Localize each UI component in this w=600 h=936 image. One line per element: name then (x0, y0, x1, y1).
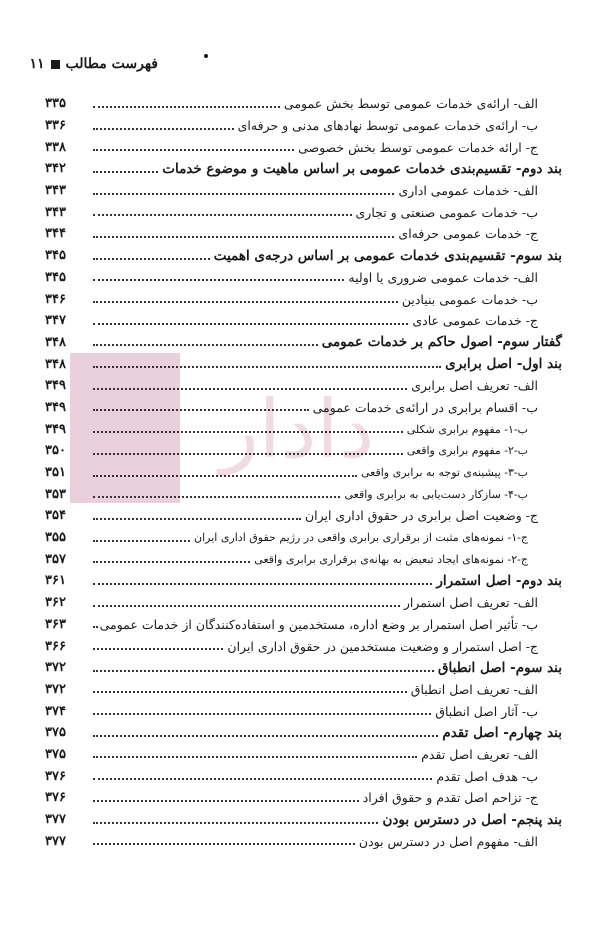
dot-leader (93, 453, 403, 455)
toc-entry[interactable] (45, 722, 562, 744)
toc-entry-page: ۳۳۶ (45, 118, 66, 134)
dot-leader (93, 388, 407, 390)
toc-entry[interactable] (45, 505, 562, 527)
toc-entry[interactable] (45, 787, 562, 809)
dot-leader (93, 583, 432, 585)
toc-entry-title: بند سوم- اصل انطباق (438, 659, 562, 676)
toc-entry-page: ۳۵۰ (45, 443, 66, 459)
dot-leader (93, 149, 294, 151)
toc-entry-title: بند چهارم- اصل تقدم (442, 724, 562, 741)
dot-leader (93, 822, 378, 824)
toc-entry[interactable] (45, 462, 562, 484)
toc-entry-page: ۳۴۷ (45, 313, 66, 329)
dot-leader (93, 171, 158, 173)
running-header (29, 56, 158, 72)
toc-entry-title: الف- خدمات عمومی ضروری یا اولیه (348, 269, 538, 285)
toc-entry[interactable] (45, 115, 562, 137)
dot-leader (93, 670, 434, 672)
toc-entry-page: ۳۷۴ (45, 703, 66, 719)
toc-entry-title: ب- ارائه‌ی خدمات عمومی توسط نهادهای مدنی و حرفه‌ای (237, 118, 538, 134)
toc-entry-title: ب- تأثیر اصل استمرار بر وضع اداره، مستخدمین و استفاده‌کنندگان از خدمات عمومی (99, 616, 538, 632)
toc-entry-page: ۳۴۶ (45, 291, 66, 307)
toc-entry-page: ۳۴۲ (45, 161, 66, 177)
dot-leader (93, 128, 234, 130)
dot-leader (93, 518, 301, 520)
toc-entry-page: ۳۶۳ (45, 616, 66, 632)
dot-leader (93, 323, 408, 325)
toc-entry-title: الف- تعریف اصل تقدم (421, 746, 538, 762)
dot-leader (93, 540, 190, 542)
dot-leader (93, 409, 309, 411)
toc-entry[interactable] (45, 635, 562, 657)
page-header (29, 56, 560, 82)
toc-entry[interactable] (45, 592, 562, 614)
toc-entry[interactable] (45, 440, 562, 462)
toc-entry-page: ۳۵۱ (45, 465, 66, 481)
dot-leader (93, 301, 398, 303)
toc-entry[interactable] (45, 614, 562, 636)
dot-leader (93, 778, 432, 780)
toc-entry-title: ج-۱- نمونه‌های مثبت از برقراری برابری واقعی در رژیم حقوق اداری ایران (194, 531, 528, 545)
toc-entry-title: ب-۱- مفهوم برابری شکلی (406, 422, 528, 436)
toc-entry[interactable] (45, 679, 562, 701)
dot-leader (93, 431, 403, 433)
toc-entry-page: ۳۶۲ (45, 595, 66, 611)
toc-entry-page: ۳۷۷ (45, 812, 66, 828)
toc-entry-page: ۳۴۵ (45, 269, 66, 285)
toc-entry-title: بند سوم- تقسیم‌بندی خدمات عمومی بر اساس درجه‌ی اهمیت (213, 247, 562, 264)
toc-entry-page: ۳۷۲ (45, 681, 66, 697)
toc-entry-title: بند دوم- اصل استمرار (436, 572, 562, 589)
toc-entry-page: ۳۵۳ (45, 486, 66, 502)
toc-entry[interactable] (45, 700, 562, 722)
toc-entry-title: ج- اصل استمرار و وضعیت مستخدمین در حقوق اداری ایران (227, 638, 538, 654)
toc-entry-title: ج-۲- نمونه‌های ایجاد تبعیض به بهانه‌ی برقراری برابری واقعی (254, 552, 528, 566)
toc-entry-title: ج- تزاحم اصل تقدم و حقوق افراد (362, 790, 538, 806)
toc-entry[interactable] (45, 570, 562, 592)
toc-entry[interactable] (45, 245, 562, 267)
toc-entry-title: ب- هدف اصل تقدم (436, 768, 538, 784)
toc-entry-page: ۳۷۵ (45, 746, 66, 762)
dot-leader (93, 735, 438, 737)
separator-square-icon (51, 60, 60, 69)
toc-entry[interactable] (45, 548, 562, 570)
toc-entry-page: ۳۵۷ (45, 551, 66, 567)
toc-entry[interactable] (45, 180, 562, 202)
toc-entry-title: ب- آثار اصل انطباق (435, 703, 538, 719)
toc-entry[interactable] (45, 201, 562, 223)
toc-entry-title: الف- تعریف اصل برابری (411, 378, 538, 394)
table-of-contents (45, 93, 562, 852)
toc-entry-page: ۳۷۷ (45, 833, 66, 849)
dot-leader (93, 561, 250, 563)
toc-entry-page: ۳۷۵ (45, 725, 66, 741)
toc-entry-page: ۳۷۶ (45, 768, 66, 784)
dot-leader (93, 800, 359, 802)
toc-entry-title: ب-۴- سازکار دست‌یابی به برابری واقعی (344, 487, 528, 501)
dot-leader (93, 626, 96, 628)
toc-entry-title: ب- خدمات عمومی صنعتی و تجاری (355, 204, 538, 220)
toc-entry-page: ۳۷۶ (45, 790, 66, 806)
toc-entry-title: ب-۳- پیشینه‌ی توجه به برابری واقعی (361, 466, 528, 480)
dot-leader (93, 691, 407, 693)
toc-entry[interactable] (45, 136, 562, 158)
dot-leader (93, 713, 431, 715)
running-title: فهرست مطالب (65, 56, 158, 72)
dot-leader (93, 279, 344, 281)
toc-entry-title: ج- خدمات عمومی عادی (412, 313, 538, 329)
toc-entry-title: بند دوم- تقسیم‌بندی خدمات عمومی بر اساس ماهیت و موضوع خدمات (162, 160, 562, 177)
dot-leader (93, 236, 394, 238)
toc-entry-title: بند اول- اصل برابری (445, 356, 562, 373)
toc-entry[interactable] (45, 310, 562, 332)
watermark-text: دادار (220, 383, 375, 476)
toc-entry-title: الف- خدمات عمومی اداری (398, 183, 538, 199)
toc-entry-page: ۳۷۲ (45, 660, 66, 676)
toc-entry[interactable] (45, 527, 562, 549)
toc-entry[interactable] (45, 765, 562, 787)
toc-entry-page: ۳۳۵ (45, 96, 66, 112)
toc-entry-title: بند پنجم- اصل در دسترس بودن (382, 811, 562, 828)
toc-entry-page: ۳۶۱ (45, 573, 66, 589)
ornament-dot-icon (204, 54, 208, 58)
toc-entry-title: ج- ارائه خدمات عمومی توسط بخش خصوصی (298, 139, 538, 155)
toc-entry-page: ۳۴۹ (45, 421, 66, 437)
toc-entry-title: گفتار سوم- اصول حاکم بر خدمات عمومی (321, 334, 562, 351)
toc-entry[interactable] (45, 744, 562, 766)
toc-entry[interactable] (45, 332, 562, 354)
toc-entry-page: ۳۴۴ (45, 226, 66, 242)
toc-entry-title: ب- خدمات عمومی بنیادین (401, 291, 538, 307)
dot-leader (93, 344, 318, 346)
toc-entry[interactable] (45, 809, 562, 831)
toc-entry[interactable] (45, 93, 562, 115)
toc-entry[interactable] (45, 397, 562, 419)
toc-entry[interactable] (45, 288, 562, 310)
toc-entry[interactable] (45, 223, 562, 245)
toc-entry[interactable] (45, 657, 562, 679)
dot-leader (93, 496, 340, 498)
dot-leader (93, 366, 441, 368)
toc-entry-title: ج- خدمات عمومی حرفه‌ای (398, 226, 538, 242)
dot-leader (93, 258, 210, 260)
toc-entry-page: ۳۳۸ (45, 139, 66, 155)
dot-leader (93, 475, 357, 477)
dot-leader (93, 214, 352, 216)
page-number: ۱۱ (29, 56, 45, 72)
dot-leader (93, 648, 223, 650)
toc-entry-title: ج- وضعیت اصل برابری در حقوق اداری ایران (304, 508, 538, 524)
dot-leader (93, 843, 355, 845)
dot-leader (93, 756, 417, 758)
toc-entry[interactable] (45, 158, 562, 180)
toc-entry[interactable] (45, 418, 562, 440)
toc-entry-page: ۳۴۵ (45, 248, 66, 264)
dot-leader (93, 605, 400, 607)
toc-entry-page: ۳۵۴ (45, 508, 66, 524)
toc-entry-title: الف- مفهوم اصل در دسترس بودن (358, 833, 538, 849)
toc-entry-page: ۳۴۳ (45, 204, 66, 220)
toc-entry[interactable] (45, 353, 562, 375)
toc-entry-page: ۳۶۶ (45, 638, 66, 654)
toc-entry-title: ب- اقسام برابری در ارائه‌ی خدمات عمومی (312, 399, 538, 415)
toc-entry-page: ۳۴۸ (45, 334, 66, 350)
toc-entry[interactable] (45, 483, 562, 505)
toc-entry-page: ۳۴۹ (45, 399, 66, 415)
toc-entry-title: الف- تعریف اصل انطباق (410, 681, 538, 697)
toc-entry[interactable] (45, 267, 562, 289)
toc-entry-page: ۳۵۵ (45, 530, 66, 546)
toc-entry-page: ۳۴۳ (45, 183, 66, 199)
toc-entry-title: ب-۲- مفهوم برابری واقعی (406, 444, 528, 458)
toc-entry-page: ۳۴۹ (45, 378, 66, 394)
toc-entry[interactable] (45, 375, 562, 397)
dot-leader (93, 106, 280, 108)
dot-leader (93, 193, 394, 195)
toc-entry-title: الف- تعریف اصل استمرار (403, 595, 538, 611)
toc-entry-page: ۳۴۸ (45, 356, 66, 372)
toc-entry[interactable] (45, 830, 562, 852)
toc-entry-title: الف- ارائه‌ی خدمات عمومی توسط بخش عمومی (283, 96, 538, 112)
